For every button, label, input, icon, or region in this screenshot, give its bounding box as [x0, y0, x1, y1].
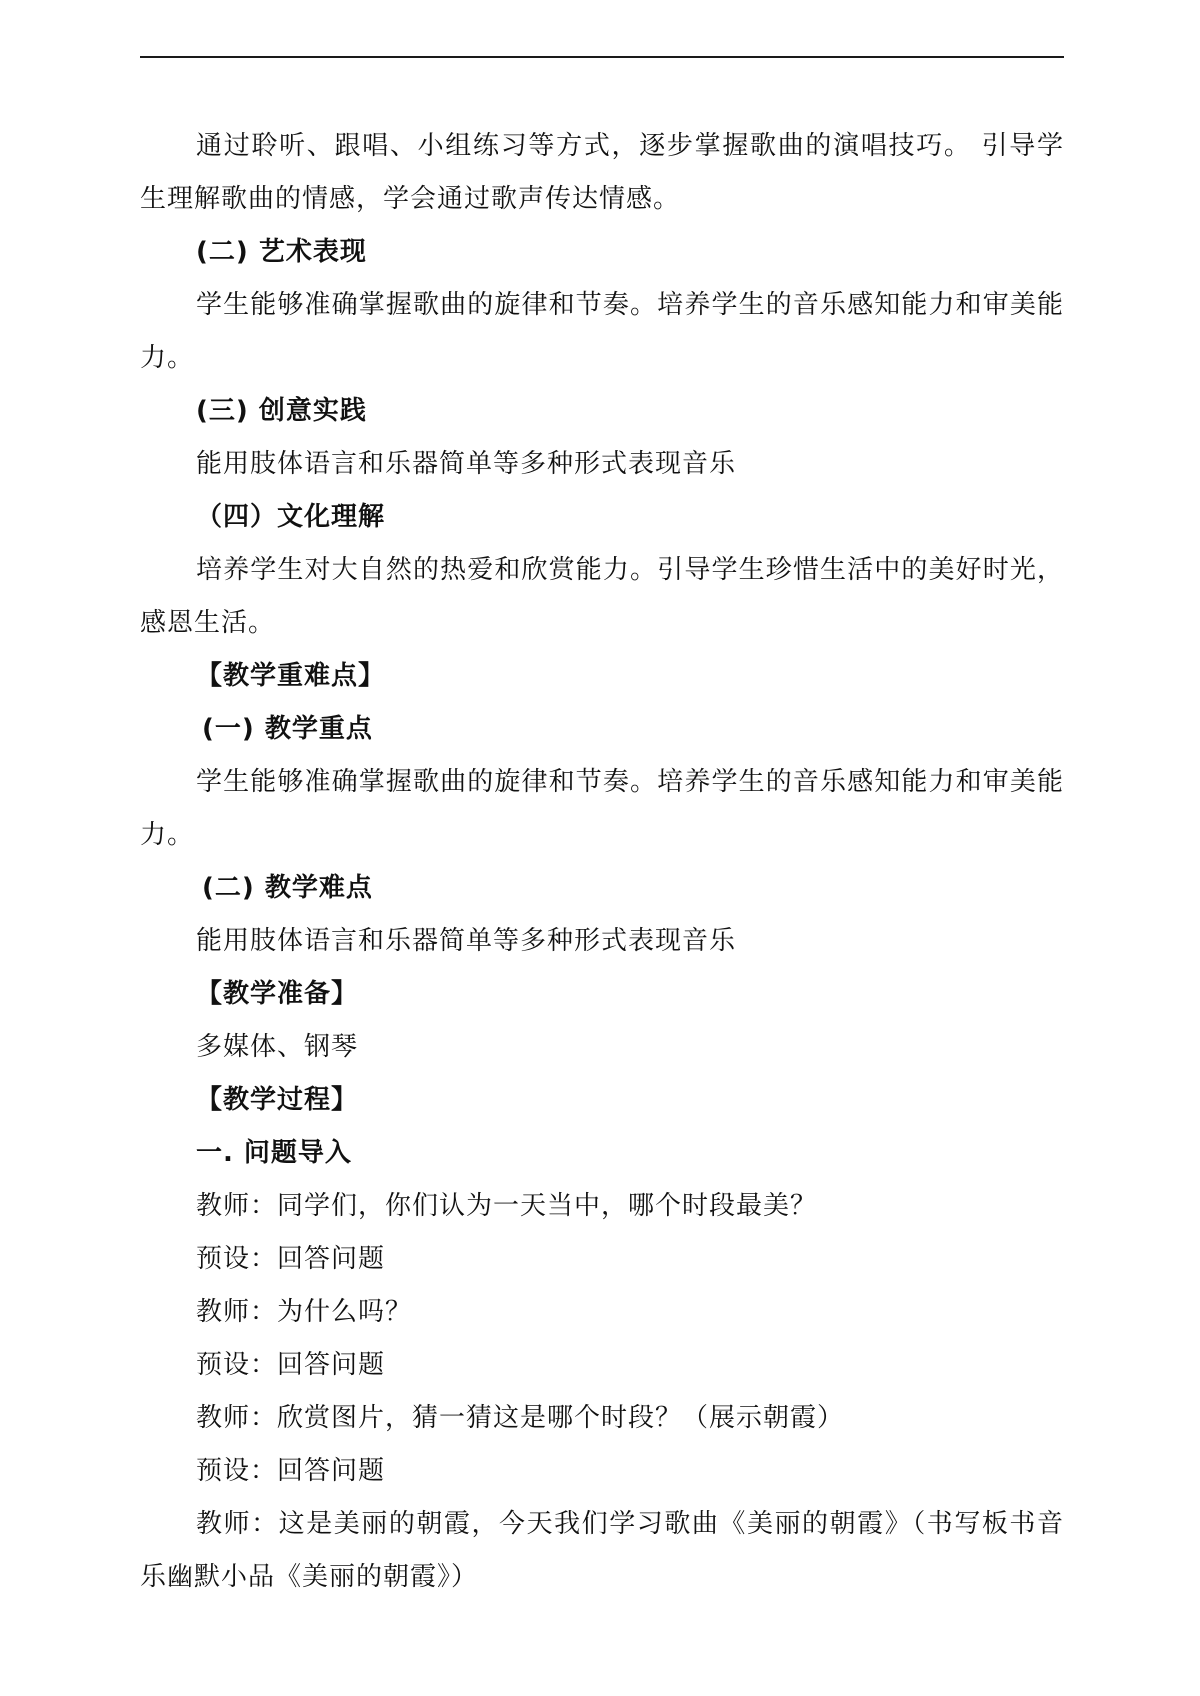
heading-creative-practice: (三) 创意实践 [196, 396, 367, 426]
paragraph-preparation: 多媒体、钢琴 [196, 1032, 359, 1062]
header-rule [140, 56, 1064, 58]
dialogue-line: 教师：同学们，你们认为一天当中，哪个时段最美？ [196, 1191, 818, 1221]
paragraph-skills: 通过聆听、跟唱、小组练习等方式，逐步掌握歌曲的演唱技巧。 引导学生理解歌曲的情感，学会通过歌声传达情感。 [140, 131, 1064, 214]
dialogue-line: 教师：为什么吗？ [196, 1297, 413, 1327]
paragraph-cultural-understanding: 培养学生对大自然的热爱和欣赏能力。引导学生珍惜生活中的美好时光，感恩生活。 [140, 555, 1064, 638]
dialogue-line: 教师：这是美丽的朝霞，今天我们学习歌曲《美丽的朝霞》（书写板书音乐幽默小品《美丽的朝霞》） [140, 1509, 1064, 1592]
heading-process: 【教学过程】 [196, 1085, 359, 1115]
heading-key-points: (一) 教学重点 [202, 714, 373, 744]
dialogue-line: 预设：回答问题 [196, 1456, 386, 1486]
heading-difficult-points: (二) 教学难点 [202, 873, 373, 903]
paragraph-difficult-points: 能用肢体语言和乐器简单等多种形式表现音乐 [196, 926, 737, 956]
dialogue-line: 预设：回答问题 [196, 1350, 386, 1380]
paragraph-creative-practice: 能用肢体语言和乐器简单等多种形式表现音乐 [196, 449, 737, 479]
dialogue-line: 预设：回答问题 [196, 1244, 386, 1274]
heading-preparation: 【教学准备】 [196, 979, 359, 1009]
heading-cultural-understanding: （四）文化理解 [196, 502, 386, 532]
document-body [140, 120, 1064, 1604]
heading-key-difficult-points: 【教学重难点】 [196, 661, 386, 691]
paragraph-art-expression: 学生能够准确掌握歌曲的旋律和节奏。培养学生的音乐感知能力和审美能力。 [140, 290, 1064, 373]
dialogue-line: 教师：欣赏图片，猜一猜这是哪个时段？（展示朝霞） [196, 1403, 845, 1433]
paragraph-key-points: 学生能够准确掌握歌曲的旋律和节奏。培养学生的音乐感知能力和审美能力。 [140, 767, 1064, 850]
heading-art-expression: (二) 艺术表现 [196, 237, 367, 267]
heading-step-one: 一. 问题导入 [196, 1138, 352, 1168]
